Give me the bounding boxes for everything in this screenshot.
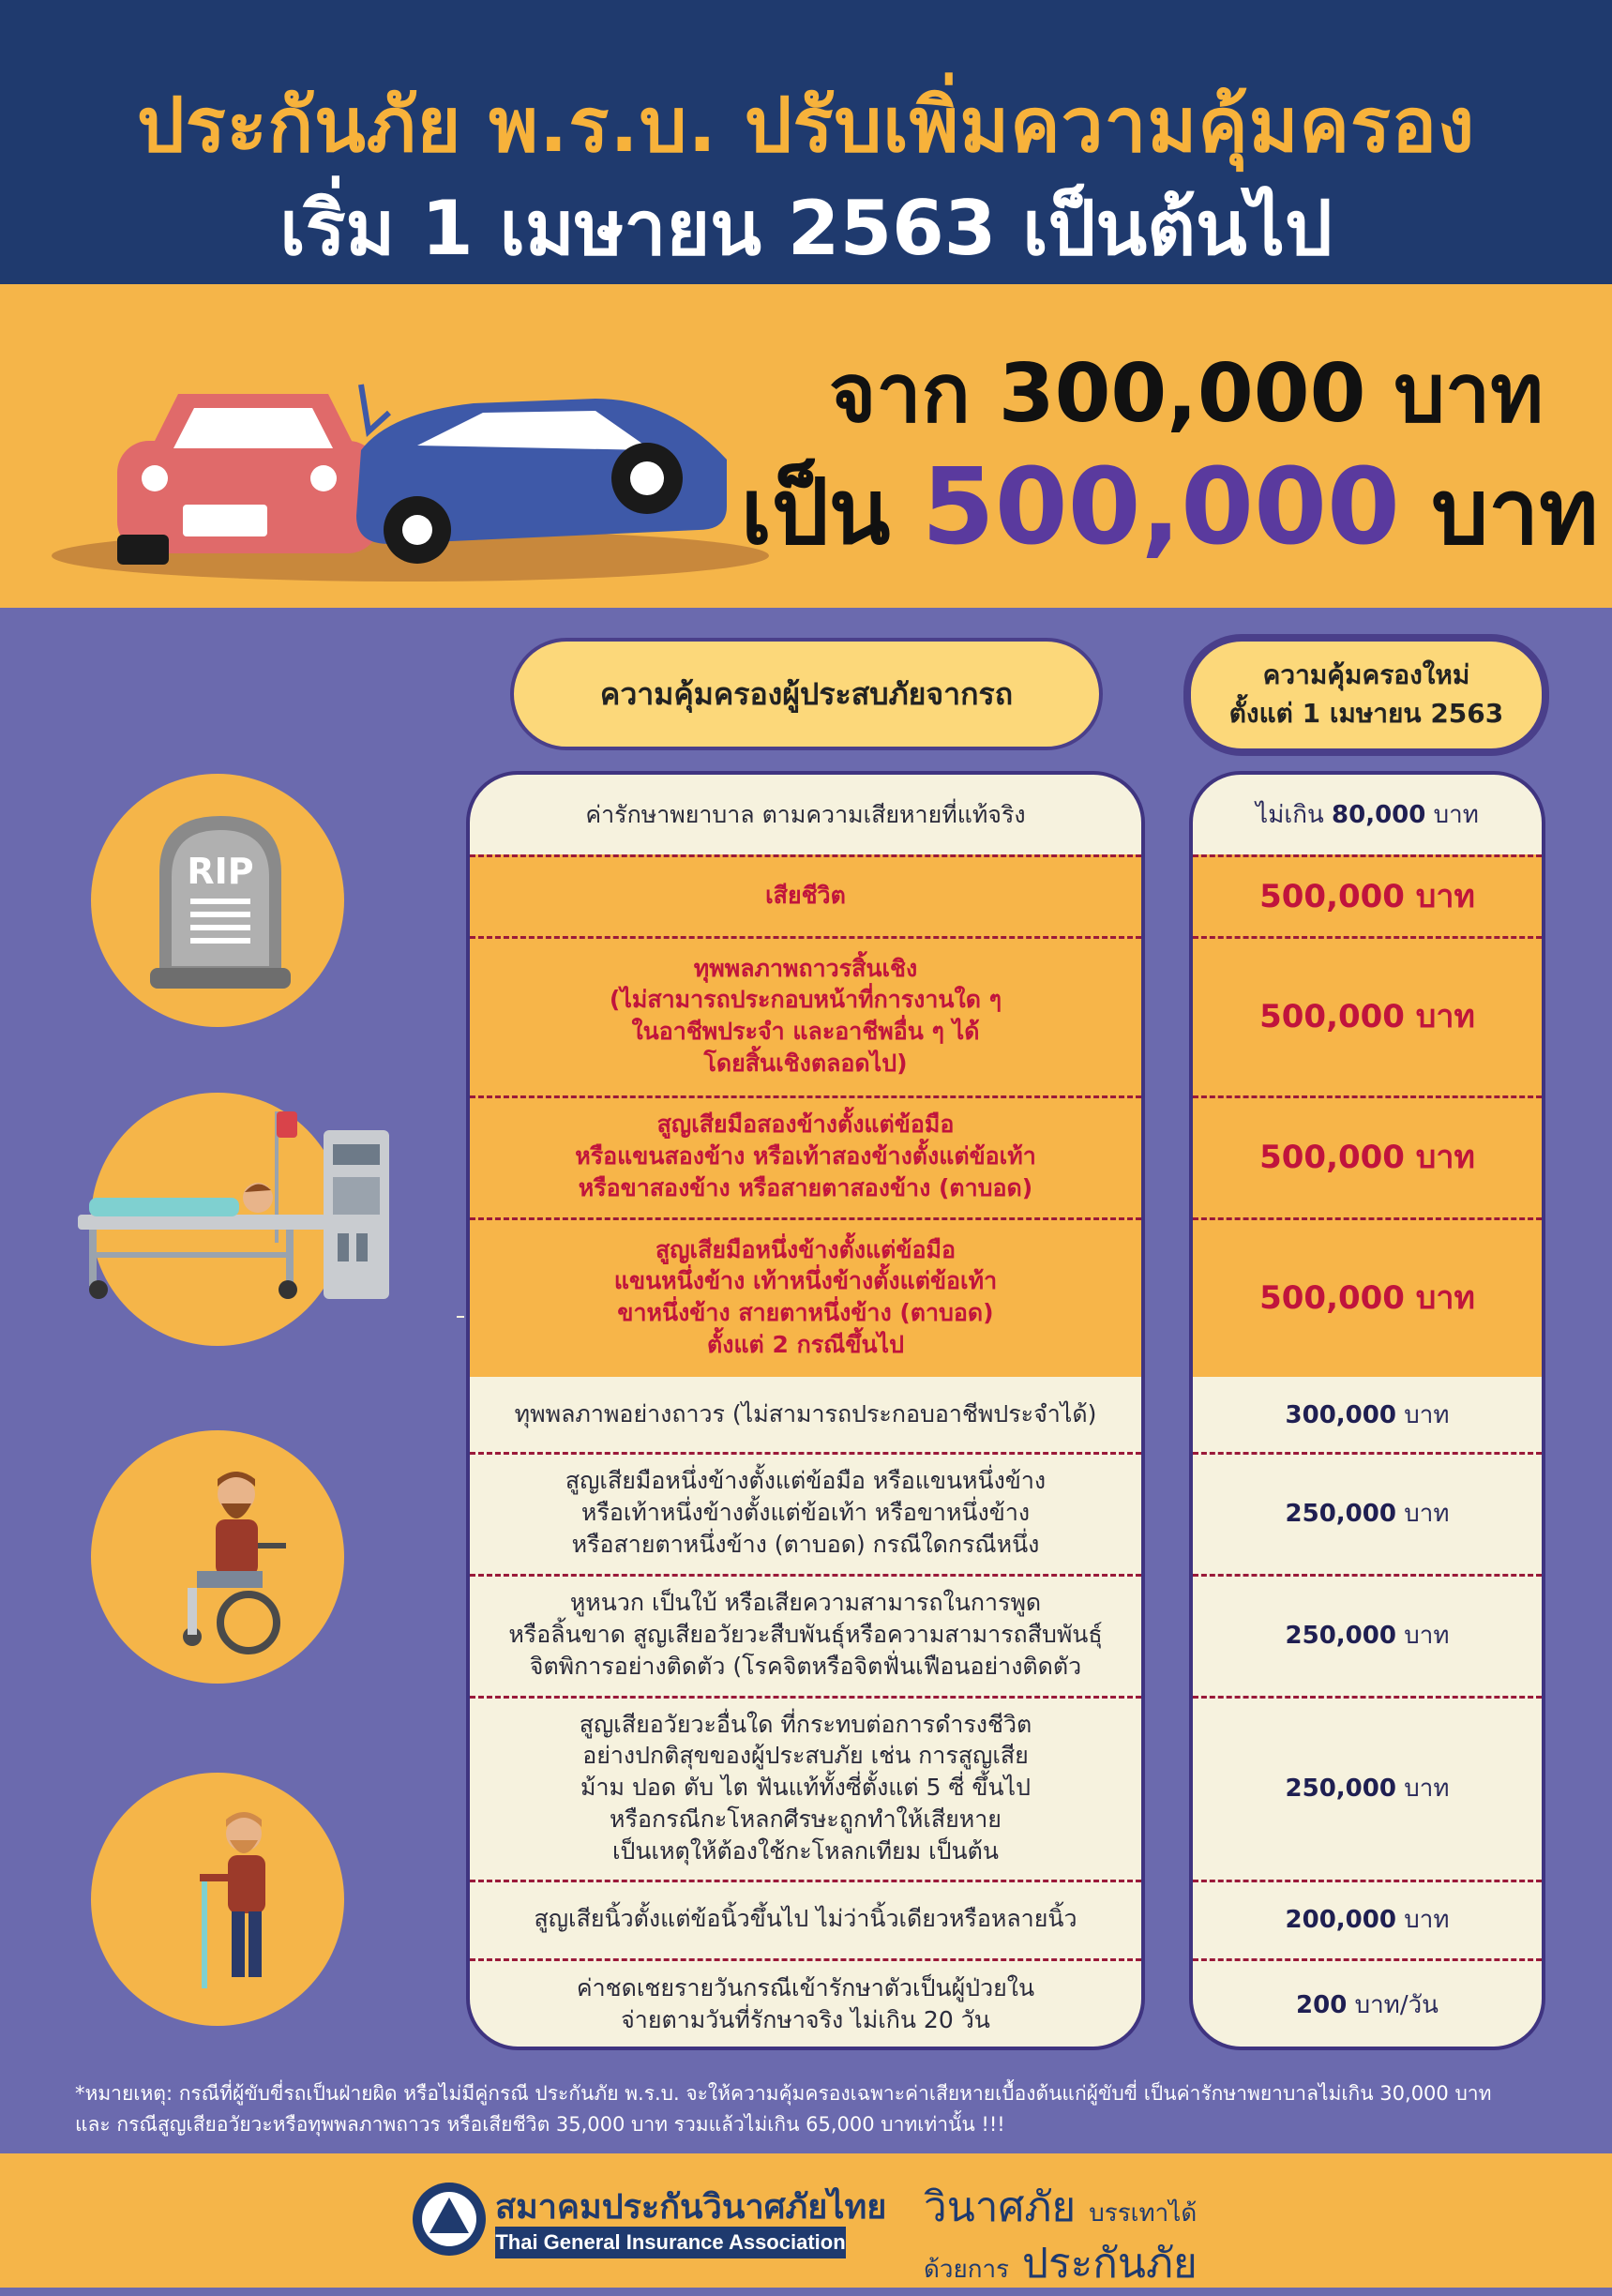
row-divider [1193, 1958, 1542, 1961]
from-amount: 300,000 [998, 347, 1366, 441]
slogan-big-1: วินาศภัย [924, 2183, 1077, 2231]
association-name-english: Thai General Insurance Association [495, 2227, 846, 2258]
footnote [75, 2078, 1547, 2139]
to-amount: 500,000 [921, 446, 1400, 568]
amount-row: 300,000 บาท [1285, 1400, 1450, 1429]
slogan-small-2: ด้วยการ [924, 2256, 1010, 2284]
row-divider [470, 936, 1141, 939]
header-right-line-2: ตั้งแต่ 1 เมษายน 2563 [1228, 698, 1504, 729]
slogan-small-1: บรรเทาได้ [1089, 2199, 1198, 2228]
column-header-new-coverage [1183, 634, 1549, 756]
amount-row: 500,000 บาท [1193, 1217, 1542, 1377]
amount-row: 200,000 บาท [1285, 1905, 1450, 1934]
slogan-big-2: ประกันภัย [1022, 2240, 1198, 2288]
table-row: ค่ารักษาพยาบาล ตามความเสียหายที่แท้จริง [585, 800, 1026, 828]
to-prefix: เป็น [741, 460, 891, 565]
row-divider [470, 1958, 1141, 1961]
row-divider [1193, 936, 1542, 939]
from-unit: บาท [1394, 347, 1544, 441]
row-divider [1193, 1452, 1542, 1455]
red-car-icon [117, 394, 380, 565]
new-coverage-line [741, 441, 1599, 583]
row-divider [470, 1696, 1141, 1699]
to-unit: บาท [1431, 460, 1599, 565]
row-divider [1193, 1574, 1542, 1577]
old-coverage-line [797, 328, 1575, 457]
row-divider [470, 854, 1141, 857]
row-divider [470, 1574, 1141, 1577]
table-row: ทุพพลภาพถาวรสิ้นเชิง (ไม่สามารถประกอบหน้าที่การงานใด ๆ ในอาชีพประจำ และอาชีพอื่น ๆ ได้ โดยสิ้นเชิงตลอดไป) [470, 936, 1141, 1095]
wheelchair-user-icon [169, 1468, 300, 1665]
row-divider [1193, 1696, 1542, 1699]
coverage-description-panel [466, 771, 1145, 2050]
title-line-2: เริ่ม 1 เมษายน 2563 เป็นต้นไป [279, 185, 1333, 272]
row-divider [470, 1095, 1141, 1098]
row-divider [1193, 854, 1542, 857]
association-logo-icon [413, 2183, 486, 2256]
table-row: ทุพพลภาพอย่างถาวร (ไม่สามารถประกอบอาชีพประจำได้) [514, 1400, 1097, 1428]
slogan-line-2 [924, 2230, 1198, 2296]
association-name-thai: สมาคมประกันวินาศภัยไทย [495, 2188, 887, 2227]
table-row: สูญเสียมือหนึ่งข้างตั้งแต่ข้อมือ แขนหนึ่งข้าง เท้าหนึ่งข้างตั้งแต่ข้อเท้า ขาหนึ่งข้าง สายตาหนึ่งข้าง (ตาบอด) ตั้งแต่ 2 กรณีขึ้นไป [470, 1217, 1141, 1377]
tombstone-icon [145, 807, 295, 994]
from-prefix: จาก [829, 347, 971, 441]
table-row: สูญเสียมือหนึ่งข้างตั้งแต่ข้อมือ หรือแขนหนึ่งข้าง หรือเท้าหนึ่งข้างตั้งแต่ข้อเท้า หรือขาหนึ่งข้าง หรือสายตาหนึ่งข้าง (ตาบอด) กรณีใดกรณีหนึ่ง [565, 1467, 1047, 1558]
table-row: สูญเสียนิ้วตั้งแต่ข้อนิ้วขึ้นไป ไม่ว่านิ้วเดียวหรือหลายนิ้ว [534, 1905, 1077, 1933]
footnote-line-1: *หมายเหตุ: กรณีที่ผู้ขับขี่รถเป็นฝ่ายผิด หรือไม่มีคู่กรณี ประกันภัย พ.ร.บ. จะให้ความคุ้มครองเฉพาะค่าเสียหายเบื้องต้นแก่ผู้ขับขี่ เป็นค่ารักษาพยาบาลไม่เกิน 30,000 บาท [75, 2082, 1492, 2105]
row-divider [470, 1880, 1141, 1882]
table-row: สูญเสียมือสองข้างตั้งแต่ข้อมือ หรือแขนสองข้าง หรือเท้าสองข้างตั้งแต่ข้อเท้า หรือขาสองข้าง หรือสายตาสองข้าง (ตาบอด) [470, 1095, 1141, 1217]
blue-car-icon [356, 385, 727, 564]
tombstone-rip-text: RIP [187, 851, 254, 892]
row-divider [1193, 1880, 1542, 1882]
amount-row: ไม่เกิน 80,000 บาท [1256, 801, 1479, 829]
title-line-1: ประกันภัย พ.ร.บ. ปรับเพิ่มความคุ้มครอง [136, 82, 1476, 169]
amount-row: 200 บาท/วัน [1296, 1990, 1439, 2019]
row-divider [1193, 1217, 1542, 1220]
amount-row: 250,000 บาท [1285, 1499, 1450, 1528]
coverage-amount-panel [1189, 771, 1545, 2050]
footnote-line-2: และ กรณีสูญเสียอวัยวะหรือทุพพลภาพถาวร หรือเสียชีวิต 35,000 บาท รวมแล้วไม่เกิน 65,000 บาทเท่านั้น !!! [75, 2112, 1005, 2136]
header-right-line-1: ความคุ้มครองใหม่ [1262, 659, 1470, 691]
table-row: เสียชีวิต [470, 854, 1141, 936]
car-crash-icon [108, 375, 755, 572]
table-row: ค่าชดเชยรายวันกรณีเข้ารักษาตัวเป็นผู้ป่วยใน จ่ายตามวันที่รักษาจริง ไม่เกิน 20 วัน [576, 1974, 1035, 2033]
hospital-bed-icon [70, 1093, 464, 1327]
table-row: หูหนวก เป็นใบ้ หรือเสียความสามารถในการพูด หรือลิ้นขาด สูญเสียอวัยวะสืบพันธุ์หรือความสามารถสืบพันธุ์ จิตพิการอย่างติดตัว (โรคจิตหรือจิตฟั่นเฟือนอย่างติดตัว [508, 1589, 1103, 1680]
table-row: สูญเสียอวัยวะอื่นใด ที่กระทบต่อการดำรงชีวิต อย่างปกติสุขของผู้ประสบภัย เช่น การสูญเสีย ม้าม ปอด ตับ ไต ฟันแท้ทั้งซี่ตั้งแต่ 5 ซี่ ขึ้นไป หรือกรณีกะโหลกศีรษะถูกทำให้เสียหาย เป็นเหตุให้ต้องใช้กะโหลกเทียม เป็นต้น [579, 1710, 1032, 1865]
amount-row: 500,000 บาท [1193, 854, 1542, 936]
row-divider [470, 1217, 1141, 1220]
amount-row: 250,000 บาท [1285, 1774, 1450, 1803]
amount-row: 500,000 บาท [1193, 1095, 1542, 1217]
row-divider [1193, 1095, 1542, 1098]
column-header-coverage: ความคุ้มครองผู้ประสบภัยจากรถ [510, 638, 1103, 750]
amount-row: 250,000 บาท [1285, 1621, 1450, 1650]
amount-row: 500,000 บาท [1193, 936, 1542, 1095]
row-divider [470, 1452, 1141, 1455]
crutch-user-icon [183, 1810, 286, 1998]
